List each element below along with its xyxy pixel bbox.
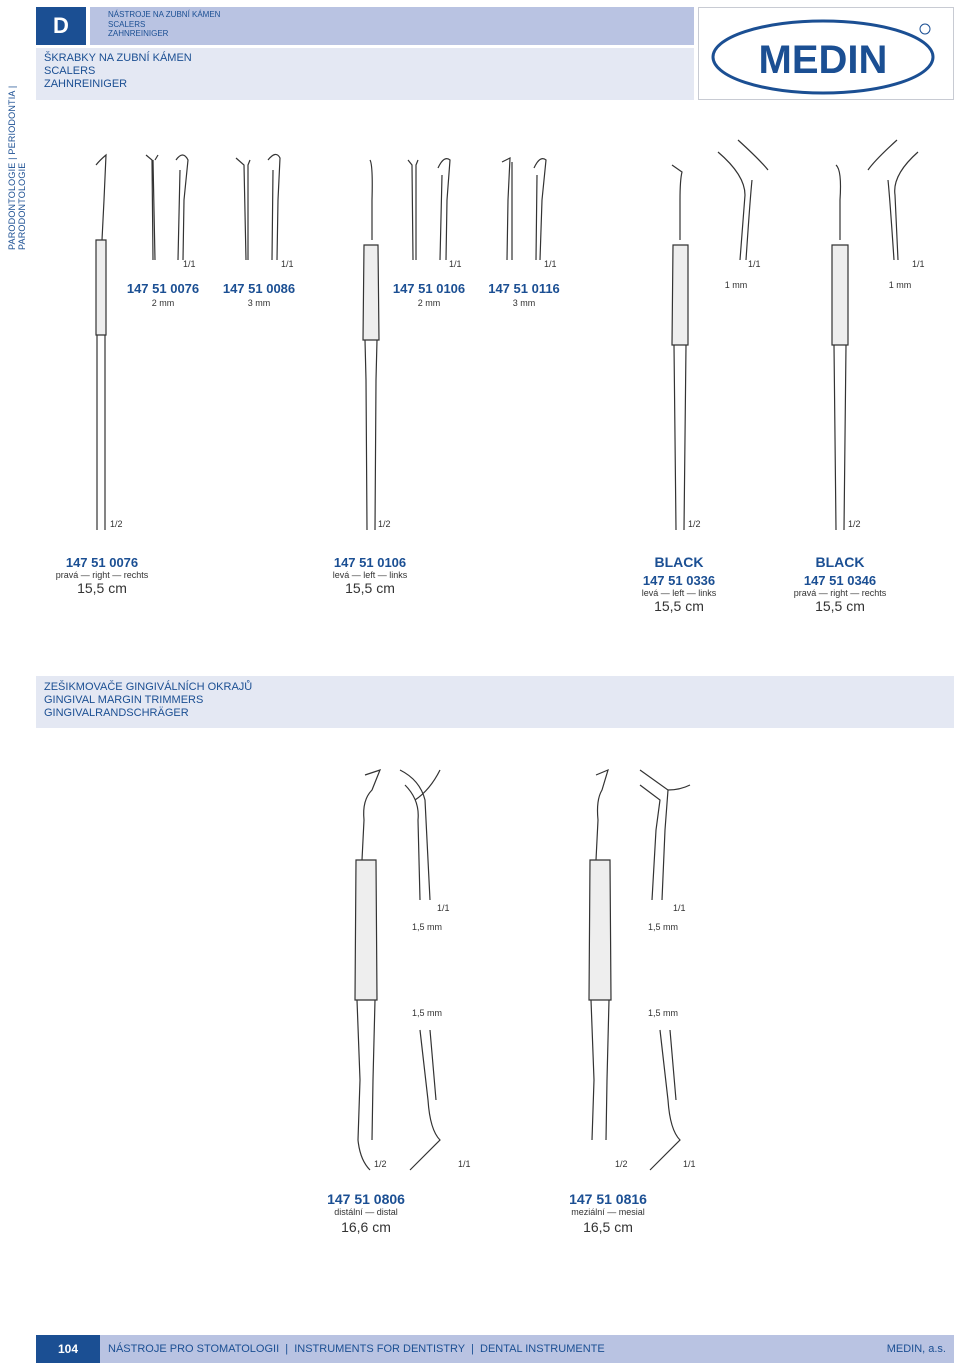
section-letter: D	[36, 7, 86, 45]
scaler-scale-2: 1/2	[378, 519, 391, 529]
tip-scale-5: 1/1	[748, 259, 761, 269]
scaler-caption-3	[642, 554, 717, 614]
section2-line-2: GINGIVAL MARGIN TRIMMERS	[44, 694, 204, 706]
scaler-desc: pravá — right — rechts	[793, 588, 887, 598]
scaler-desc: levá — left — links	[641, 588, 717, 598]
trimmer2-scale-top: 1/1	[673, 903, 686, 913]
scaler-length: 15,5 cm	[815, 598, 865, 614]
scaler-0336-drawing	[672, 165, 688, 530]
scaler-brand: BLACK	[654, 554, 704, 570]
trimmer-0806-drawing	[355, 770, 443, 1170]
footer-company: MEDIN, a.s.	[886, 1343, 946, 1355]
scaler-desc: levá — left — links	[332, 570, 408, 580]
trimmer-length: 16,5 cm	[583, 1219, 633, 1235]
trimmer2-mm-bottom: 1,5 mm	[648, 1008, 679, 1018]
tip-scale-1: 1/1	[183, 259, 196, 269]
title-line-2: SCALERS	[44, 65, 96, 77]
trimmer1-scale-bottom: 1/1	[458, 1159, 471, 1169]
scaler-length: 15,5 cm	[654, 598, 704, 614]
band-line-3: ZAHNREINIGER	[108, 29, 169, 38]
trimmer-desc: distální — distal	[334, 1207, 398, 1217]
section2-line-3: GINGIVALRANDSCHRÄGER	[44, 707, 189, 719]
scaler-length: 15,5 cm	[345, 580, 395, 596]
scaler-brand: BLACK	[815, 554, 865, 570]
trimmer-caption-2	[569, 1191, 647, 1235]
trimmer-length: 16,6 cm	[341, 1219, 391, 1235]
trimmer2-mm-top: 1,5 mm	[648, 922, 679, 932]
trimmer1-scale-half: 1/2	[374, 1159, 387, 1169]
trimmer-code: 147 51 0806	[327, 1191, 405, 1207]
tip-scale-6: 1/1	[912, 259, 925, 269]
tip-code-2: 147 51 0086	[222, 281, 296, 296]
trimmer2-scale-half: 1/2	[615, 1159, 628, 1169]
tip-scale-3: 1/1	[449, 259, 462, 269]
trimmer1-scale-top: 1/1	[437, 903, 450, 913]
tip-size-3: 2 mm	[417, 298, 441, 308]
tip-scale-2: 1/1	[281, 259, 294, 269]
title-line-1: ŠKRABKY NA ZUBNÍ KÁMEN	[44, 52, 192, 64]
tip-scale-4: 1/1	[544, 259, 557, 269]
tip-size-5: 1 mm	[724, 280, 748, 290]
section2-line-1: ZEŠIKMOVAČE GINGIVÁLNÍCH OKRAJŮ	[44, 681, 253, 693]
trimmer-desc: meziální — mesial	[571, 1207, 645, 1217]
scaler-0106-drawing	[363, 160, 379, 530]
tip-code-3: 147 51 0106	[392, 281, 466, 296]
tip-size-4: 3 mm	[512, 298, 536, 308]
trimmer1-mm-top: 1,5 mm	[412, 922, 443, 932]
tip-size-1: 2 mm	[151, 298, 175, 308]
tip-code-1: 147 51 0076	[126, 281, 200, 296]
band-line-1: NÁSTROJE NA ZUBNÍ KÁMEN	[108, 10, 221, 19]
section2-title-panel	[36, 676, 954, 728]
scaler-caption-1	[56, 555, 149, 596]
scaler-scale-1: 1/2	[110, 519, 123, 529]
scaler-code: 147 51 0106	[333, 555, 407, 570]
scaler-scale-4: 1/2	[848, 519, 861, 529]
side-category-text: PARODONTOLOGIE | PERIODONTIA | PARODONTOLOGIE	[7, 85, 27, 250]
trimmer-code: 147 51 0816	[569, 1191, 647, 1207]
scaler-scale-3: 1/2	[688, 519, 701, 529]
tip-size-2: 3 mm	[247, 298, 271, 308]
scaler-caption-4	[794, 554, 887, 614]
scaler-0076-drawing	[96, 155, 106, 530]
scaler-desc: pravá — right — rechts	[55, 570, 149, 580]
scaler-caption-2	[333, 555, 408, 596]
trimmer2-scale-bottom: 1/1	[683, 1159, 696, 1169]
footer-bar	[100, 1335, 954, 1363]
footer-text: NÁSTROJE PRO STOMATOLOGII | INSTRUMENTS FOR DENTISTRY | DENTAL INSTRUMENTE	[108, 1343, 605, 1355]
title-line-3: ZAHNREINIGER	[44, 78, 128, 90]
scaler-length: 15,5 cm	[77, 580, 127, 596]
logo-text: MEDIN	[758, 38, 888, 82]
trimmer1-mm-bottom: 1,5 mm	[412, 1008, 443, 1018]
trimmer-0816-drawing	[589, 770, 690, 1170]
tip-size-6: 1 mm	[888, 280, 912, 290]
page-number: 104	[36, 1335, 100, 1363]
tip-code-4: 147 51 0116	[488, 281, 560, 296]
band-line-2: SCALERS	[108, 19, 146, 29]
scaler-code: 147 51 0076	[65, 555, 139, 570]
scaler-code: 147 51 0336	[642, 573, 716, 588]
scaler-code: 147 51 0346	[803, 573, 877, 588]
trimmer-caption-1	[327, 1191, 405, 1235]
scaler-0346-drawing	[832, 165, 848, 530]
